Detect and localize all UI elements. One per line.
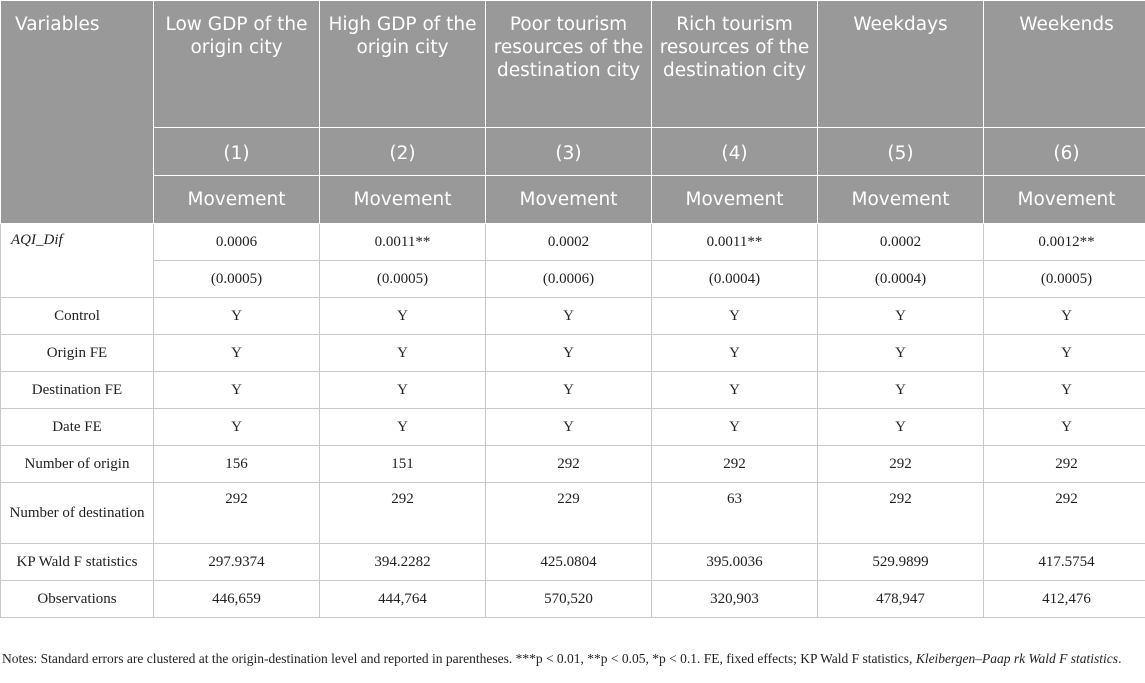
table-cell: Y xyxy=(818,409,984,446)
table-header xyxy=(1,1,1145,224)
table-cell: 395.0036 xyxy=(652,544,818,581)
row-label: Control xyxy=(1,298,154,335)
table-cell: 320,903 xyxy=(652,581,818,618)
table-cell: Y xyxy=(320,335,486,372)
table-cell: 478,947 xyxy=(818,581,984,618)
std-error-cell: (0.0005) xyxy=(320,261,486,298)
column-dependent: Movement xyxy=(486,176,652,224)
table-cell: 292 xyxy=(154,483,320,544)
row-label: Observations xyxy=(1,581,154,618)
notes-end: . xyxy=(1118,651,1122,666)
std-error-cell: (0.0004) xyxy=(652,261,818,298)
table-cell: 394.2282 xyxy=(320,544,486,581)
table-cell: 412,476 xyxy=(984,581,1145,618)
table-cell: 156 xyxy=(154,446,320,483)
table-cell: Y xyxy=(320,409,486,446)
table-cell: 425.0804 xyxy=(486,544,652,581)
column-dependent: Movement xyxy=(984,176,1145,224)
table-cell: Y xyxy=(652,335,818,372)
table-row-kp-wald xyxy=(1,544,1145,581)
std-error-cell: (0.0005) xyxy=(984,261,1145,298)
table-cell: 151 xyxy=(320,446,486,483)
column-dependent: Movement xyxy=(652,176,818,224)
table-cell: Y xyxy=(652,372,818,409)
table-cell: Y xyxy=(486,298,652,335)
coefficient-cell: 0.0002 xyxy=(818,224,984,261)
header-number-row xyxy=(1,128,1145,176)
table-row-control xyxy=(1,298,1145,335)
table-cell: Y xyxy=(486,335,652,372)
column-title: Poor tourism resources of the destination city xyxy=(486,1,652,128)
row-label: Origin FE xyxy=(1,335,154,372)
table-cell: Y xyxy=(652,409,818,446)
std-error-cell: (0.0004) xyxy=(818,261,984,298)
table-row-origin-fe xyxy=(1,335,1145,372)
coefficient-cell: 0.0002 xyxy=(486,224,652,261)
table-cell: 292 xyxy=(320,483,486,544)
table-row-number-of-origin xyxy=(1,446,1145,483)
std-error-cell: (0.0005) xyxy=(154,261,320,298)
std-error-row xyxy=(1,261,1145,298)
table-row-number-of-destination xyxy=(1,483,1145,544)
table-cell: Y xyxy=(818,335,984,372)
table-cell: 292 xyxy=(818,483,984,544)
row-label: Number of origin xyxy=(1,446,154,483)
coefficient-cell: 0.0011** xyxy=(652,224,818,261)
header-title-row xyxy=(1,1,1145,128)
table-cell: Y xyxy=(486,372,652,409)
column-number: (1) xyxy=(154,128,320,176)
table-cell: Y xyxy=(818,298,984,335)
std-error-cell: (0.0006) xyxy=(486,261,652,298)
table-cell: Y xyxy=(320,372,486,409)
coefficient-cell: 0.0011** xyxy=(320,224,486,261)
column-title: Rich tourism resources of the destination city xyxy=(652,1,818,128)
row-label: Destination FE xyxy=(1,372,154,409)
table-cell: 292 xyxy=(984,446,1145,483)
table-row-destination-fe xyxy=(1,372,1145,409)
coefficient-row xyxy=(1,224,1145,261)
row-label-aqi-dif: AQI_Dif xyxy=(1,224,154,298)
column-title: Weekends xyxy=(984,1,1145,128)
table-cell: Y xyxy=(154,335,320,372)
column-title: Low GDP of the origin city xyxy=(154,1,320,128)
row-label: KP Wald F statistics xyxy=(1,544,154,581)
table-cell: 292 xyxy=(486,446,652,483)
table-cell: Y xyxy=(652,298,818,335)
table-cell: 292 xyxy=(818,446,984,483)
table-notes xyxy=(2,649,1142,668)
column-number: (2) xyxy=(320,128,486,176)
table-cell: Y xyxy=(320,298,486,335)
table-cell: 292 xyxy=(652,446,818,483)
column-dependent: Movement xyxy=(154,176,320,224)
table-cell: 297.9374 xyxy=(154,544,320,581)
column-title: High GDP of the origin city xyxy=(320,1,486,128)
table-cell: 229 xyxy=(486,483,652,544)
table-row-date-fe xyxy=(1,409,1145,446)
column-dependent: Movement xyxy=(818,176,984,224)
header-dependent-row xyxy=(1,176,1145,224)
table-cell: 417.5754 xyxy=(984,544,1145,581)
column-dependent: Movement xyxy=(320,176,486,224)
column-number: (6) xyxy=(984,128,1145,176)
coefficient-cell: 0.0012** xyxy=(984,224,1145,261)
column-title: Weekdays xyxy=(818,1,984,128)
row-label: Date FE xyxy=(1,409,154,446)
row-label: Number of destination xyxy=(1,483,154,544)
variables-header: Variables xyxy=(1,1,154,224)
column-number: (4) xyxy=(652,128,818,176)
table-cell: Y xyxy=(154,409,320,446)
column-number: (3) xyxy=(486,128,652,176)
table-cell: 444,764 xyxy=(320,581,486,618)
table-cell: Y xyxy=(984,335,1145,372)
table-cell: Y xyxy=(984,372,1145,409)
table-cell: Y xyxy=(486,409,652,446)
table-cell: 63 xyxy=(652,483,818,544)
table-row-observations xyxy=(1,581,1145,618)
column-number: (5) xyxy=(818,128,984,176)
table-body xyxy=(1,224,1145,618)
table-cell: Y xyxy=(154,372,320,409)
coefficient-cell: 0.0006 xyxy=(154,224,320,261)
notes-italic: Kleibergen–Paap rk Wald F statistics xyxy=(915,651,1119,666)
table-cell: Y xyxy=(154,298,320,335)
table-cell: Y xyxy=(984,298,1145,335)
notes-text: Notes: Standard errors are clustered at the origin-destination level and reported in parentheses. ***p < 0.01, **p < 0.05, *p < 0.1. FE, fixed effects; KP Wald F statistics, xyxy=(2,651,916,666)
table-cell: Y xyxy=(818,372,984,409)
table-cell: 446,659 xyxy=(154,581,320,618)
table-cell: 570,520 xyxy=(486,581,652,618)
table-cell: 529.9899 xyxy=(818,544,984,581)
table-cell: 292 xyxy=(984,483,1145,544)
table-cell: Y xyxy=(984,409,1145,446)
